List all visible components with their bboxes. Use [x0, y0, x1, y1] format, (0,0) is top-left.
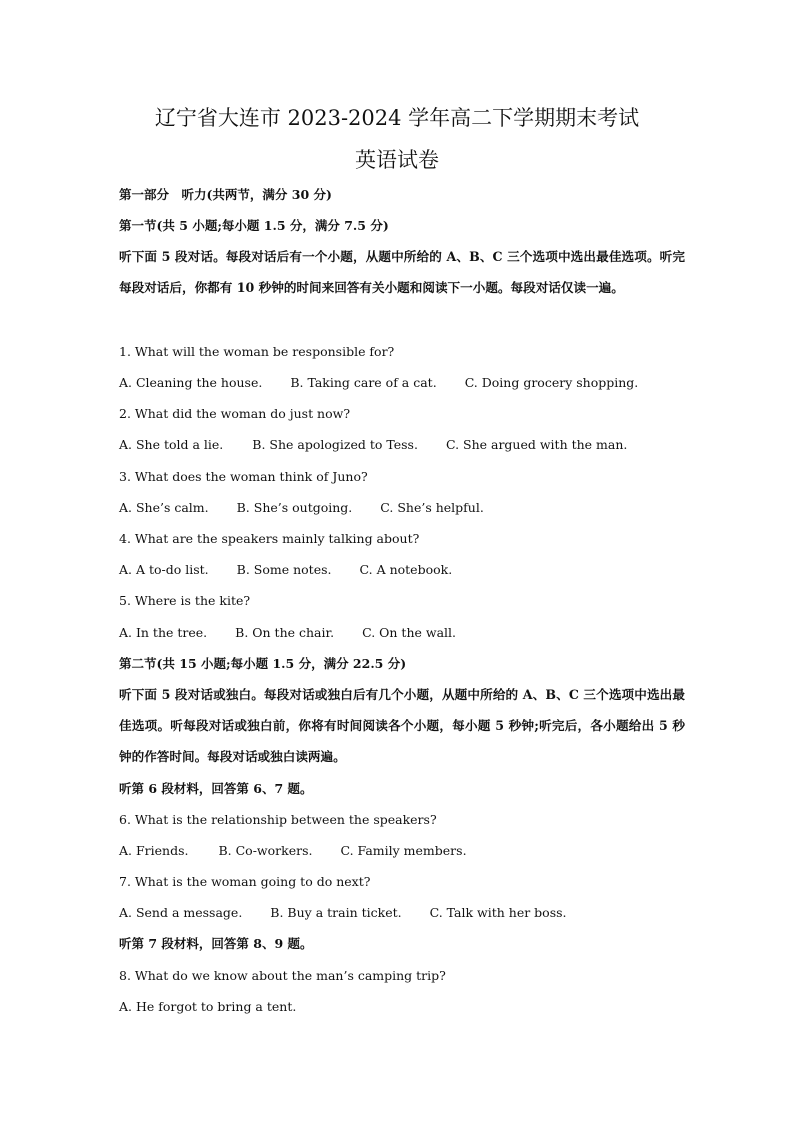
question-7-options — [119, 904, 689, 922]
option-b: B. She apologized to Tess. — [252, 437, 418, 452]
material-6-heading: 听第 6 段材料，回答第 6、7 题。 — [119, 781, 313, 796]
section1-heading: 第一节(共 5 小题;每小题 1.5 分，满分 7.5 分) — [119, 218, 389, 233]
question-2: 2. What did the woman do just now? — [119, 406, 351, 421]
option-c: C. On the wall. — [362, 625, 456, 640]
question-5-options — [119, 624, 689, 642]
question-5: 5. Where is the kite? — [119, 593, 251, 608]
question-1: 1. What will the woman be responsible for? — [119, 344, 395, 359]
exam-subtitle: 英语试卷 — [355, 148, 439, 172]
option-a: A. A to-do list. — [119, 562, 209, 577]
question-1-options — [119, 374, 689, 392]
option-c: C. Talk with her boss. — [429, 905, 567, 920]
option-a: A. She told a lie. — [119, 437, 224, 452]
option-b: B. On the chair. — [235, 625, 335, 640]
section2-instructions: 听下面 5 段对话或独白。每段对话或独白后有几个小题，从题中所给的 A、B、C 三个选项中选出最佳选项。听每段对话或独白前，你将有时间阅读各个小题，每小题 5 秒钟;听完后，各小题给出 5 秒钟的作答时间。每段对话或独白读两遍。 — [119, 687, 685, 764]
option-b: B. Taking care of a cat. — [290, 375, 437, 390]
section2-heading: 第二节(共 15 小题;每小题 1.5 分，满分 22.5 分) — [119, 656, 407, 671]
question-4: 4. What are the speakers mainly talking about? — [119, 531, 420, 546]
option-b: B. Co-workers. — [218, 843, 313, 858]
option-c: C. A notebook. — [359, 562, 453, 577]
option-a: A. Cleaning the house. — [119, 375, 263, 390]
question-4-options — [119, 561, 689, 579]
question-2-options — [119, 436, 689, 454]
question-7: 7. What is the woman going to do next? — [119, 874, 371, 889]
option-a: A. Send a message. — [119, 905, 243, 920]
option-c: C. Doing grocery shopping. — [464, 375, 639, 390]
material-7-heading: 听第 7 段材料，回答第 8、9 题。 — [119, 936, 313, 951]
question-3: 3. What does the woman think of Juno? — [119, 469, 368, 484]
section1-instructions: 听下面 5 段对话。每段对话后有一个小题，从题中所给的 A、B、C 三个选项中选出最佳选项。听完每段对话后，你都有 10 秒钟的时间来回答有关小题和阅读下一小题。每段对话仅读一遍。 — [119, 249, 685, 295]
option-c: C. She’s helpful. — [380, 500, 484, 515]
question-6: 6. What is the relationship between the speakers? — [119, 812, 437, 827]
option-c: C. She argued with the man. — [445, 437, 628, 452]
question-8-option-a: A. He forgot to bring a tent. — [119, 999, 297, 1014]
option-a: A. In the tree. — [119, 625, 208, 640]
option-b: B. Some notes. — [236, 562, 332, 577]
option-b: B. Buy a train ticket. — [270, 905, 402, 920]
option-b: B. She’s outgoing. — [236, 500, 353, 515]
part1-heading: 第一部分 听力(共两节，满分 30 分) — [119, 187, 332, 202]
question-3-options — [119, 499, 689, 517]
question-8: 8. What do we know about the man’s camping trip? — [119, 968, 446, 983]
exam-title: 辽宁省大连市 2023-2024 学年高二下学期期末考试 — [154, 106, 640, 130]
question-6-options — [119, 842, 689, 860]
option-c: C. Family members. — [340, 843, 467, 858]
option-a: A. She’s calm. — [119, 500, 209, 515]
option-a: A. Friends. — [119, 843, 189, 858]
